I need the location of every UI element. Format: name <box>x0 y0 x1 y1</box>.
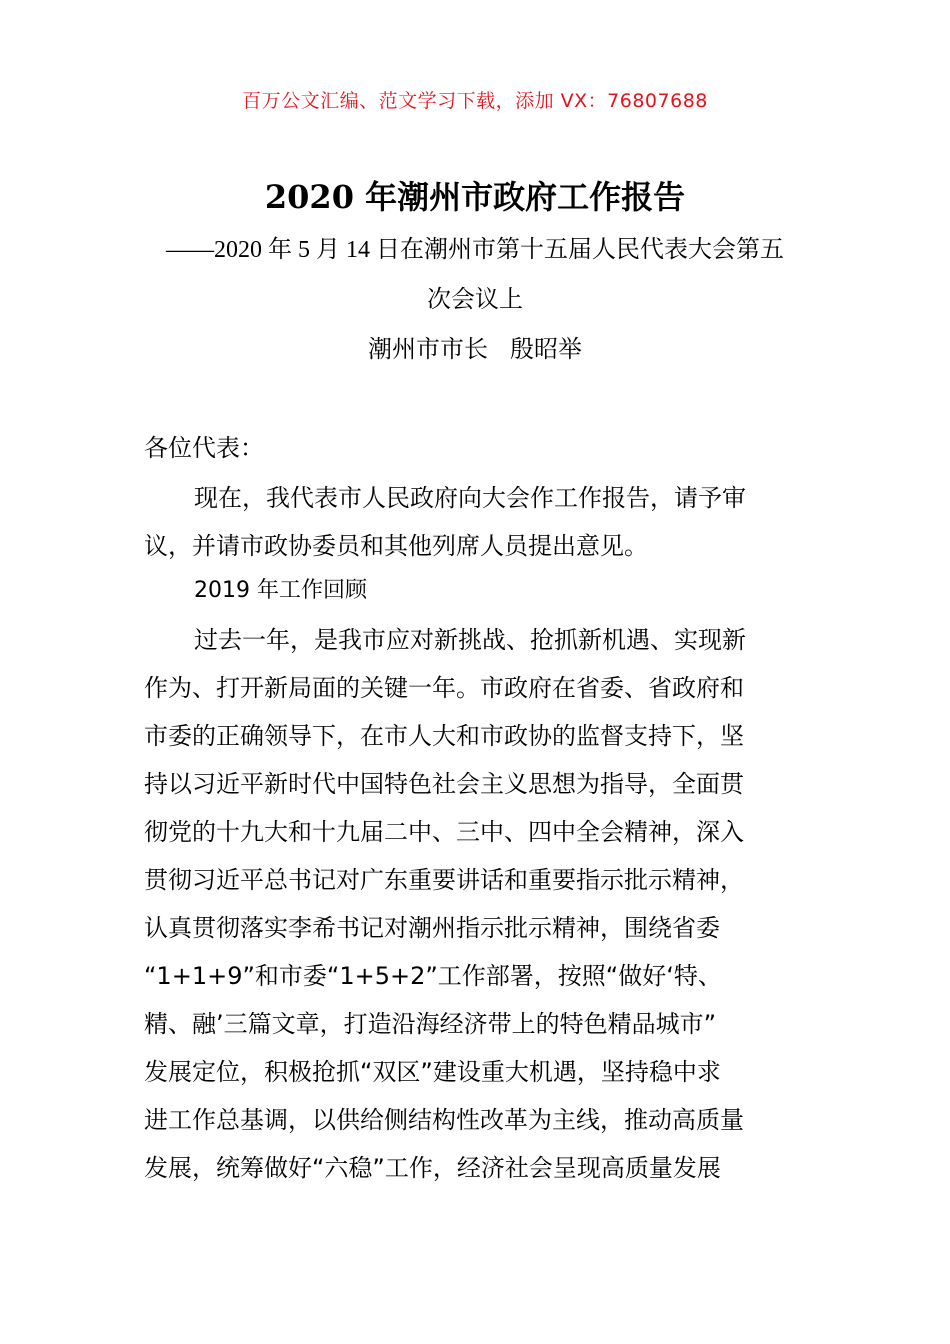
paragraph-line: 进工作总基调，以供给侧结构性改革为主线，推动高质量 <box>144 1106 744 1134</box>
subtitle-line-1: ——2020 年 5 月 14 日在潮州市第十五届人民代表大会第五 <box>166 237 784 263</box>
document-title: 2020 年潮州市政府工作报告 <box>264 178 686 216</box>
section-heading: 2019 年工作回顾 <box>194 578 367 603</box>
paragraph-line: 市委的正确领导下，在市人大和市政协的监督支持下，坚 <box>144 722 744 750</box>
paragraph-line: 过去一年，是我市应对新挑战、抢抓新机遇、实现新 <box>194 626 746 654</box>
paragraph-line: 贯彻习近平总书记对广东重要讲话和重要指示批示精神， <box>144 866 744 894</box>
paragraph-line: 发展，统筹做好“六稳”工作，经济社会呈现高质量发展 <box>144 1154 721 1182</box>
paragraph-line: “1+1+9”和市委“1+5+2”工作部署，按照“做好‘特、 <box>144 962 722 990</box>
salutation: 各位代表： <box>144 434 264 462</box>
author-name: 殷昭举 <box>510 335 582 363</box>
paragraph-line: 彻党的十九大和十九届二中、三中、四中全会精神，深入 <box>144 818 744 846</box>
paragraph-line: 认真贯彻落实李希书记对潮州指示批示精神，围绕省委 <box>144 914 720 942</box>
subtitle-line-2: 次会议上 <box>427 287 523 313</box>
paragraph-line: 持以习近平新时代中国特色社会主义思想为指导，全面贯 <box>144 770 744 798</box>
paragraph-line: 发展定位，积极抢抓“双区”建设重大机遇，坚持稳中求 <box>144 1058 721 1086</box>
paragraph-line: 精、融’三篇文章，打造沿海经济带上的特色精品城市” <box>144 1010 717 1038</box>
watermark-header-note: 百万公文汇编、范文学习下载，添加 VX：76807688 <box>242 90 708 112</box>
author-role: 潮州市市长 <box>368 335 488 363</box>
author-line <box>0 329 950 364</box>
paragraph-line: 议，并请市政协委员和其他列席人员提出意见。 <box>144 532 648 560</box>
paragraph-line: 现在，我代表市人民政府向大会作工作报告，请予审 <box>194 484 746 512</box>
paragraph-intro <box>144 474 812 570</box>
paragraph-line: 作为、打开新局面的关键一年。市政府在省委、省政府和 <box>144 674 744 702</box>
paragraph-review <box>144 616 812 1192</box>
